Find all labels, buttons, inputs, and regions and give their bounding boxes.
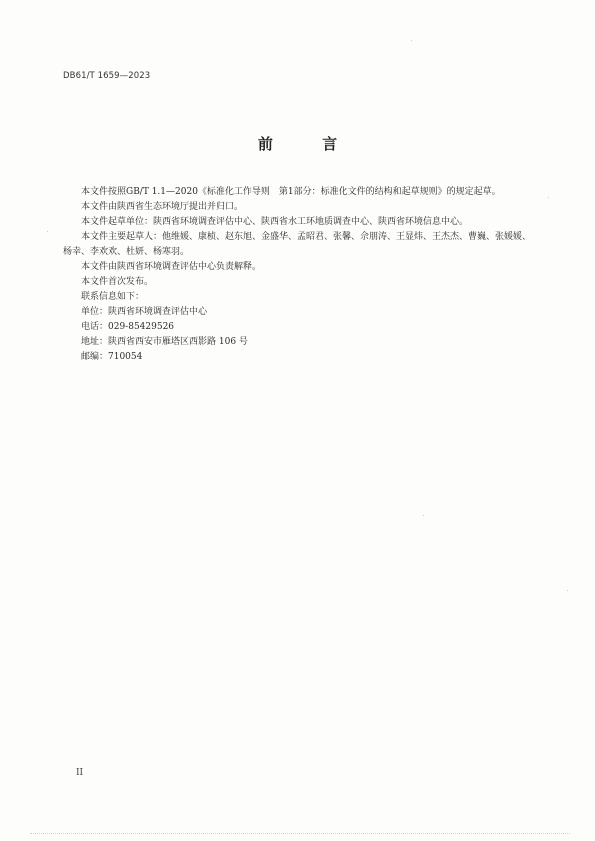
scan-speck — [548, 197, 549, 198]
document-code: DB61/T 1659—2023 — [63, 71, 151, 81]
paragraph-interpretation: 本文件由陕西省环境调查评估中心负责解释。 — [81, 262, 262, 272]
scan-speck — [567, 590, 568, 591]
paragraph-first-release: 本文件首次发布。 — [81, 277, 154, 287]
foreword-body — [63, 185, 537, 365]
page-number: II — [76, 768, 84, 778]
scan-speck — [411, 40, 412, 41]
contact-phone: 电话：029-85429526 — [81, 322, 175, 332]
paragraph-proposer: 本文件由陕西省生态环境厅提出并归口。 — [81, 202, 244, 212]
contact-address: 地址：陕西省西安市雁塔区西影路 106 号 — [81, 337, 248, 347]
scan-speck — [423, 515, 424, 516]
scan-artifact-line — [30, 833, 570, 835]
paragraph-contact-heading: 联系信息如下： — [81, 292, 145, 302]
page-title: 前 言 — [257, 135, 360, 153]
paragraph-drafting-units: 本文件起草单位：陕西省环境调查评估中心、陕西省水工环地质调查中心、陕西省环境信息中心。 — [81, 217, 469, 227]
paragraph-drafting-basis: 本文件按照GB/T 1.1—2020《标准化工作导则 第1部分：标准化文件的结构和起草规则》的规定起草。 — [81, 187, 501, 197]
paragraph-main-drafters: 本文件主要起草人：他维媛、康桢、赵东旭、金盛华、孟昭君、张馨、佘朋涛、王显炜、王杰杰、曹巍、张媛媛、杨幸、李欢欢、杜妍、杨寒羽。 — [63, 232, 532, 257]
contact-postcode: 邮编：710054 — [81, 352, 143, 362]
contact-unit: 单位：陕西省环境调查评估中心 — [81, 307, 208, 317]
scan-speck — [47, 231, 48, 232]
